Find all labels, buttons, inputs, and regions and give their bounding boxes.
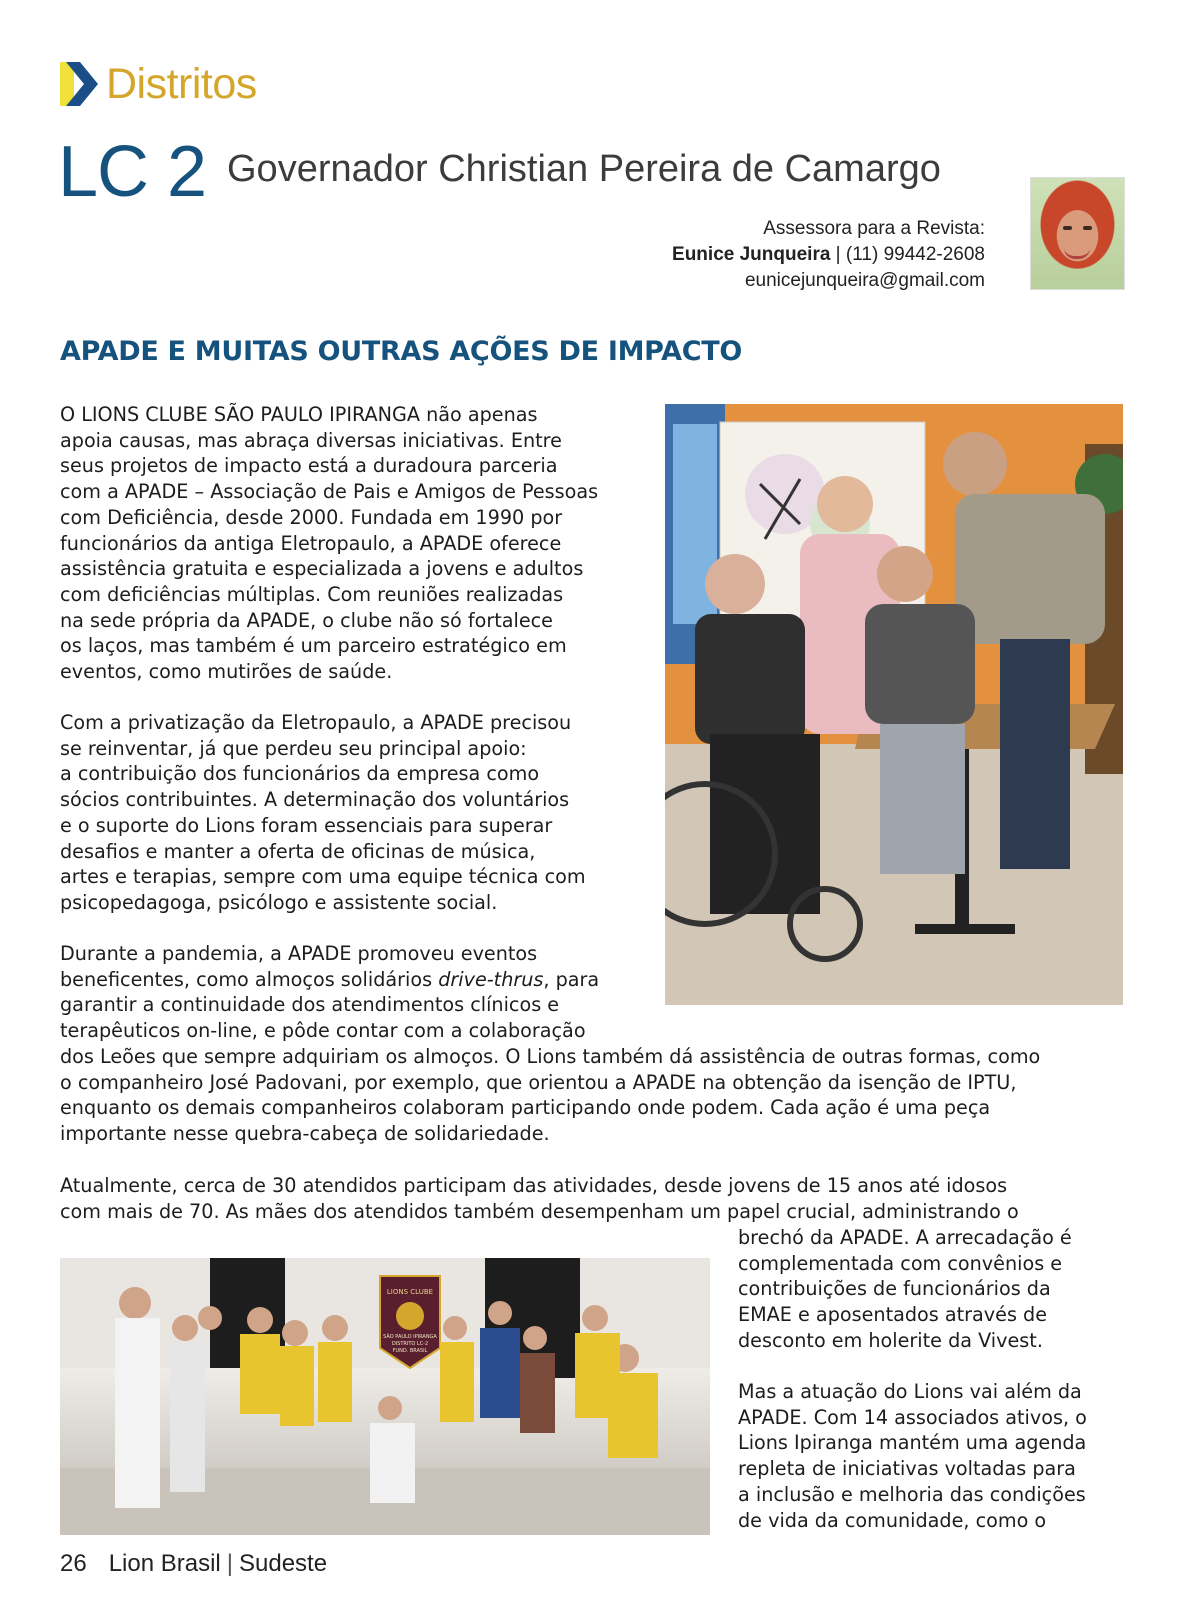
text-line: desafios e manter a oferta de oficinas de música, xyxy=(60,839,536,863)
text-line: garantir a continuidade dos atendimentos clínicos e xyxy=(60,993,560,1017)
text-line: os laços, mas também é um parceiro estratégico em xyxy=(60,634,567,658)
italic-term: drive-thrus xyxy=(438,967,544,991)
text-fragment: , para xyxy=(543,967,600,991)
section-label: Distritos xyxy=(106,60,257,108)
text-line: artes e terapias, sempre com uma equipe técnica com xyxy=(60,865,586,889)
text-line: se reinventar, já que perdeu seu principal apoio: xyxy=(60,736,527,760)
separator: | xyxy=(226,1550,233,1577)
text-fragment: beneficentes, como almoços solidários xyxy=(60,967,439,991)
text-line: com mais de 70. As mães dos atendidos também desempenham um papel crucial, administrando o xyxy=(60,1199,1019,1223)
text-line: seus projetos de impacto está a duradoura parceria xyxy=(60,454,558,478)
text-line: a contribuição dos funcionários da empresa como xyxy=(60,762,540,786)
text-line: Lions Ipiranga mantém uma agenda xyxy=(738,1431,1087,1455)
text-line: contribuições de funcionários da xyxy=(738,1277,1051,1301)
banner-title: LIONS CLUBE xyxy=(386,1288,434,1296)
text-line: eventos, como mutirões de saúde. xyxy=(60,660,393,684)
text-line: importante nesse quebra-cabeça de solidariedade. xyxy=(60,1121,550,1145)
governor-title: Governador Christian Pereira de Camargo xyxy=(227,148,941,190)
advisor-info xyxy=(672,216,985,294)
text-line: O LIONS CLUBE SÃO PAULO IPIRANGA não apenas xyxy=(60,403,538,426)
text-line: de vida da comunidade, como o xyxy=(738,1508,1047,1532)
text-line: Durante a pandemia, a APADE promoveu eventos xyxy=(60,942,538,965)
text-line: complementada com convênios e xyxy=(738,1251,1063,1275)
text-line: brechó da APADE. A arrecadação é xyxy=(738,1226,1072,1249)
paragraph-4-continued xyxy=(738,1225,1072,1354)
text-line: na sede própria da APADE, o clube não só fortalece xyxy=(60,608,553,632)
page-footer xyxy=(60,1548,327,1580)
text-line: apoia causas, mas abraça diversas iniciativas. Entre xyxy=(60,428,562,452)
advisor-contact: Eunice Junqueira | (11) 99442-2608 xyxy=(672,244,985,265)
banner-line: DISTRITO LC-2 xyxy=(391,1341,429,1347)
text-line: dos Leões que sempre adquiriam os almoços. O Lions também dá assistência de outras formas, como xyxy=(60,1044,1041,1068)
text-line: enquanto os demais companheiros colaboram participando onde podem. Cada ação é uma peça xyxy=(60,1096,991,1120)
photo-illustration xyxy=(665,404,1123,1005)
region-name: Sudeste xyxy=(239,1550,328,1577)
text-line: repleta de iniciativas voltadas para xyxy=(738,1457,1076,1481)
paragraph-2 xyxy=(60,710,586,916)
page-number: 26 xyxy=(60,1550,87,1577)
text-line: EMAE e aposentados através de xyxy=(738,1303,1048,1327)
photo-illustration xyxy=(60,1258,710,1535)
text-line: com a APADE – Associação de Pais e Amigos de Pessoas xyxy=(60,480,599,504)
text-line: o companheiro José Padovani, por exemplo, que orientou a APADE na obtenção da isenção de IPTU, xyxy=(60,1070,1017,1094)
text-line: assistência gratuita e especializada a jovens e adultos xyxy=(60,557,584,581)
text-line: Mas a atuação do Lions vai além da xyxy=(738,1380,1082,1403)
text-line: Com a privatização da Eletropaulo, a APADE precisou xyxy=(60,711,572,734)
chevron-icon xyxy=(60,62,100,106)
apade-group-photo xyxy=(665,404,1123,1005)
advisor-email: eunicejunqueira@gmail.com xyxy=(744,270,985,291)
text-line: com Deficiência, desde 2000. Fundada em 1990 por xyxy=(60,505,563,529)
text-line: APADE. Com 14 associados ativos, o xyxy=(738,1405,1087,1429)
district-code: LC 2 xyxy=(58,132,207,212)
banner-line: SÃO PAULO IPIRANGA xyxy=(383,1334,437,1340)
text-line: a inclusão e melhoria das condições xyxy=(738,1482,1086,1506)
paragraph-1 xyxy=(60,402,598,685)
text-line: terapêuticos on-line, e pôde contar com a colaboração xyxy=(60,1019,586,1043)
text-line: funcionários da antiga Eletropaulo, a APADE oferece xyxy=(60,531,562,555)
text-line: desconto em holerite da Vivest. xyxy=(738,1328,1043,1352)
paragraph-4 xyxy=(60,1173,1019,1224)
lions-group-photo xyxy=(60,1258,710,1535)
article-headline: APADE E MUITAS OUTRAS AÇÕES DE IMPACTO xyxy=(60,336,743,367)
text-line: sócios contribuintes. A determinação dos voluntários xyxy=(60,788,570,812)
magazine-name: Lion Brasil xyxy=(108,1550,221,1577)
paragraph-5 xyxy=(738,1379,1087,1533)
text-line: psicopedagoga, psicólogo e assistente social. xyxy=(60,890,498,914)
advisor-photo xyxy=(1030,177,1125,290)
advisor-phone: (11) 99442-2608 xyxy=(845,244,985,265)
banner-line: FUND. BRASIL xyxy=(392,1348,428,1354)
text-line: Atualmente, cerca de 30 atendidos participam das atividades, desde jovens de 15 anos até idosos xyxy=(60,1174,1008,1197)
text-line: e o suporte do Lions foram essenciais para superar xyxy=(60,813,553,837)
text-line: com deficiências múltiplas. Com reuniões realizadas xyxy=(60,582,564,606)
advisor-role: Assessora para a Revista: xyxy=(763,218,985,239)
advisor-name: Eunice Junqueira xyxy=(672,244,831,265)
